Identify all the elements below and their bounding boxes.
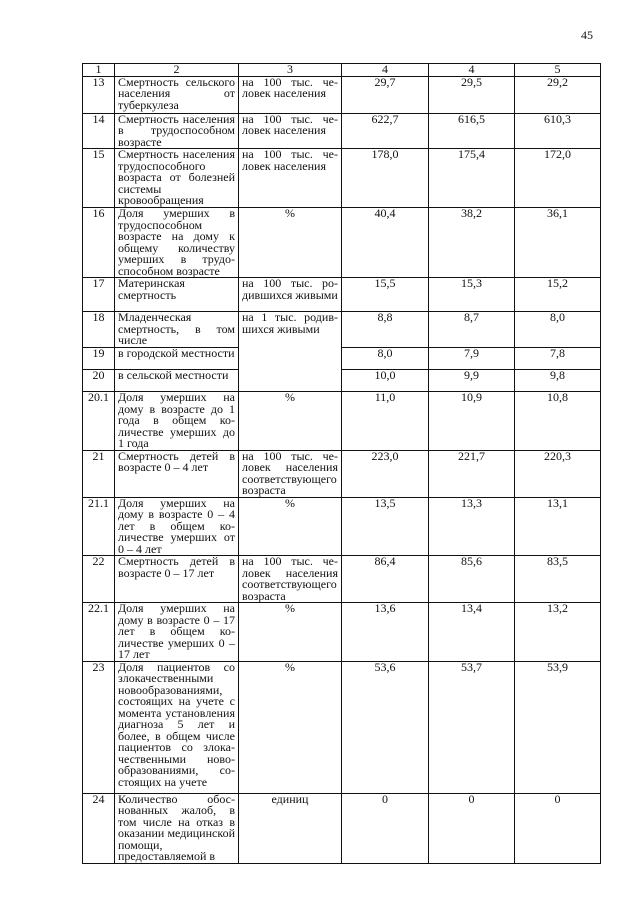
- unit-cell: на 1 тыс. родившихся живыми: [239, 312, 342, 392]
- value-cell: 29,2: [515, 76, 601, 113]
- row-number: 22: [83, 556, 115, 603]
- value-cell: 10,8: [515, 392, 601, 451]
- value-cell: 53,9: [515, 661, 601, 793]
- value-cell: 220,3: [515, 450, 601, 497]
- value-cell: 86,4: [342, 556, 429, 603]
- value-cell: 8,0: [515, 312, 601, 348]
- value-cell: 0: [515, 793, 601, 863]
- value-cell: 8,0: [342, 348, 429, 370]
- table-row: [83, 793, 601, 863]
- table-row: [83, 113, 601, 149]
- value-cell: 7,8: [515, 348, 601, 370]
- indicator-cell: в городской местности: [115, 348, 239, 370]
- unit-cell: на 100 тыс. человек населения: [239, 149, 342, 208]
- table-row: [83, 603, 601, 662]
- value-cell: 13,1: [515, 497, 601, 556]
- value-cell: 15,2: [515, 278, 601, 312]
- value-cell: 178,0: [342, 149, 429, 208]
- table-row: [83, 348, 601, 370]
- value-cell: 0: [429, 793, 515, 863]
- indicator-cell: Материнская смертность: [115, 278, 239, 312]
- indicator-cell: Смертность детей в возрасте 0 – 17 лет: [115, 556, 239, 603]
- table-row: [83, 76, 601, 113]
- value-cell: 622,7: [342, 113, 429, 149]
- indicator-cell: Доля пациентов со злокачественными новообразованиями, состоящих на учете с момента установления диагноза 5 лет и более, в общем числе пациентов со злокачественными новообразованиями, состоящих на учете: [115, 661, 239, 793]
- table-row: [83, 450, 601, 497]
- table-row: [83, 497, 601, 556]
- table-row: [83, 392, 601, 451]
- value-cell: 29,5: [429, 76, 515, 113]
- row-number: 15: [83, 149, 115, 208]
- table-row: [83, 312, 601, 348]
- value-cell: 221,7: [429, 450, 515, 497]
- page-number: 45: [581, 28, 593, 42]
- value-cell: 172,0: [515, 149, 601, 208]
- value-cell: 11,0: [342, 392, 429, 451]
- row-number: 14: [83, 113, 115, 149]
- value-cell: 175,4: [429, 149, 515, 208]
- value-cell: 40,4: [342, 208, 429, 278]
- unit-cell: на 100 тыс. человек населения: [239, 76, 342, 113]
- indicator-cell: Доля умерших на дому в возрасте 0 – 4 лет в общем количестве умерших от 0 – 4 лет: [115, 497, 239, 556]
- row-number: 22.1: [83, 603, 115, 662]
- value-cell: 38,2: [429, 208, 515, 278]
- value-cell: 8,7: [429, 312, 515, 348]
- row-number: 21.1: [83, 497, 115, 556]
- value-cell: 8,8: [342, 312, 429, 348]
- value-cell: 223,0: [342, 450, 429, 497]
- unit-cell: %: [239, 603, 342, 662]
- row-number: 24: [83, 793, 115, 863]
- row-number: 18: [83, 312, 115, 348]
- unit-cell: %: [239, 661, 342, 793]
- header-cell: 4: [429, 64, 515, 77]
- indicators-table: [82, 63, 601, 864]
- indicator-cell: в сельской местности: [115, 370, 239, 392]
- indicator-cell: Количество обоснованных жалоб, в том числе на отказ в оказании медицинской помощи, предоставляемой в: [115, 793, 239, 863]
- value-cell: 9,9: [429, 370, 515, 392]
- table-row: [83, 208, 601, 278]
- unit-cell: на 100 тыс. человек населения соответствующего возраста: [239, 556, 342, 603]
- indicator-cell: Доля умерших на дому в возрасте до 1 года в общем количестве умерших до 1 года: [115, 392, 239, 451]
- indicator-cell: Смертность детей в возрасте 0 – 4 лет: [115, 450, 239, 497]
- unit-cell: на 100 тыс. человек населения соответствующего возраста: [239, 450, 342, 497]
- value-cell: 53,6: [342, 661, 429, 793]
- indicator-cell: Доля умерших на дому в возрасте 0 – 17 лет в общем количестве умерших 0 – 17 лет: [115, 603, 239, 662]
- row-number: 20.1: [83, 392, 115, 451]
- table-row: [83, 556, 601, 603]
- row-number: 20: [83, 370, 115, 392]
- value-cell: 53,7: [429, 661, 515, 793]
- indicator-cell: Смертность населения трудоспособного возраста от болезней системы кровообращения: [115, 149, 239, 208]
- unit-cell: %: [239, 497, 342, 556]
- value-cell: 10,0: [342, 370, 429, 392]
- header-cell: 1: [83, 64, 115, 77]
- unit-cell: %: [239, 392, 342, 451]
- value-cell: 13,4: [429, 603, 515, 662]
- header-cell: 5: [515, 64, 601, 77]
- indicator-cell: Младенческая смертность, в том числе: [115, 312, 239, 348]
- value-cell: 13,6: [342, 603, 429, 662]
- value-cell: 10,9: [429, 392, 515, 451]
- value-cell: 13,3: [429, 497, 515, 556]
- indicator-cell: Смертность населения в трудоспособном возрасте: [115, 113, 239, 149]
- row-number: 21: [83, 450, 115, 497]
- value-cell: 15,3: [429, 278, 515, 312]
- value-cell: 0: [342, 793, 429, 863]
- table-row: [83, 278, 601, 312]
- row-number: 16: [83, 208, 115, 278]
- table-row: [83, 149, 601, 208]
- row-number: 19: [83, 348, 115, 370]
- unit-cell: на 100 тыс. родившихся живыми: [239, 278, 342, 312]
- indicator-cell: Смертность сельского населения от туберкулеза: [115, 76, 239, 113]
- value-cell: 83,5: [515, 556, 601, 603]
- table-row: [83, 661, 601, 793]
- value-cell: 7,9: [429, 348, 515, 370]
- unit-cell: единиц: [239, 793, 342, 863]
- header-cell: 3: [239, 64, 342, 77]
- value-cell: 13,5: [342, 497, 429, 556]
- row-number: 23: [83, 661, 115, 793]
- header-cell: 2: [115, 64, 239, 77]
- header-cell: 4: [342, 64, 429, 77]
- value-cell: 85,6: [429, 556, 515, 603]
- value-cell: 13,2: [515, 603, 601, 662]
- table-row: [83, 370, 601, 392]
- row-number: 13: [83, 76, 115, 113]
- value-cell: 15,5: [342, 278, 429, 312]
- value-cell: 610,3: [515, 113, 601, 149]
- value-cell: 9,8: [515, 370, 601, 392]
- value-cell: 29,7: [342, 76, 429, 113]
- unit-cell: %: [239, 208, 342, 278]
- value-cell: 36,1: [515, 208, 601, 278]
- row-number: 17: [83, 278, 115, 312]
- value-cell: 616,5: [429, 113, 515, 149]
- unit-cell: на 100 тыс. человек населения: [239, 113, 342, 149]
- indicator-cell: Доля умерших в трудоспособном возрасте на дому к общему количеству умерших в трудоспособном возрасте: [115, 208, 239, 278]
